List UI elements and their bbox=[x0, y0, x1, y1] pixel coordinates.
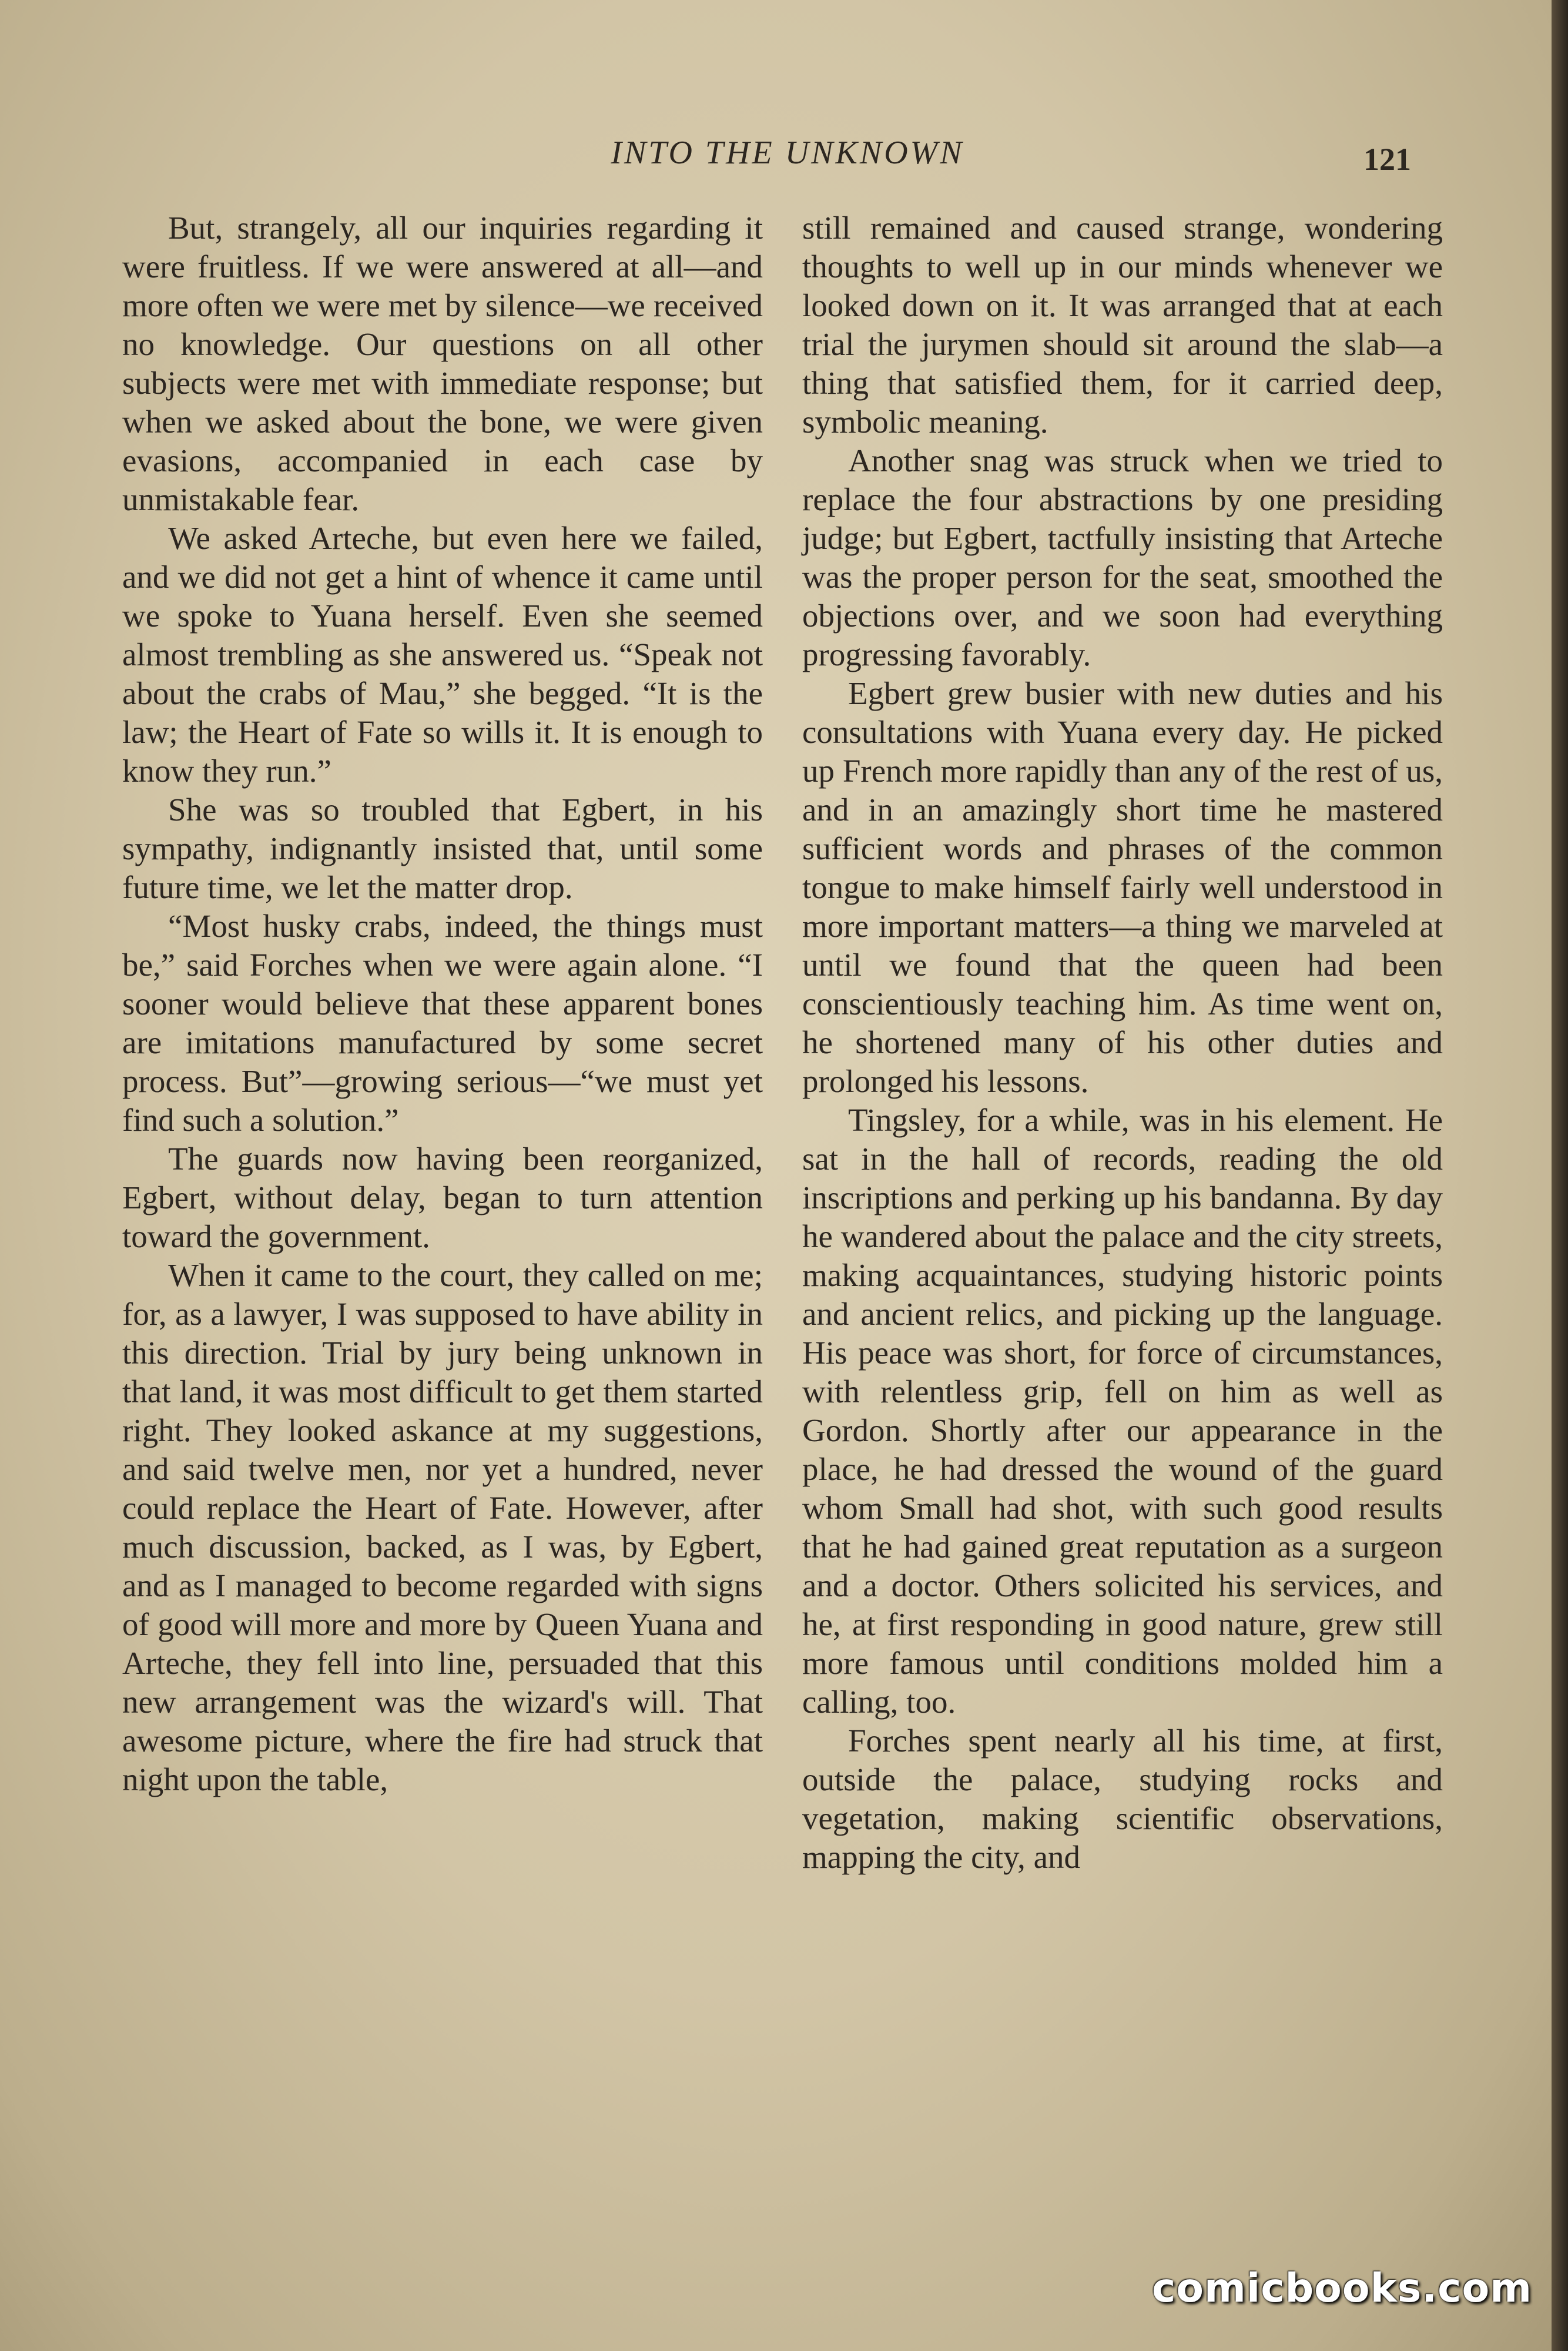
site-watermark: comicbooks.com bbox=[1152, 2265, 1533, 2312]
paragraph: “Most husky crabs, indeed, the things must be,” said Forches when we were again alone. “I sooner would believe that these apparent bones are imitations manufactured by some secret process. But”—growing serious—“we must yet find such a solution.” bbox=[122, 908, 763, 1138]
page-number: 121 bbox=[1363, 142, 1411, 177]
paragraph: Egbert grew busier with new duties and his consultations with Yuana every day. He picked up French more rapidly than any of the rest of us, and in an amazingly short time he mastered sufficient words and phrases of the common tongue to make himself fairly well understood in more important matters—a thing we marveled at until we found that the queen had been conscientiously teaching him. As time went on, he shortened many of his other duties and prolonged his lessons. bbox=[802, 675, 1443, 1099]
paragraph: When it came to the court, they called on me; for, as a lawyer, I was supposed to have ability in this direction. Trial by jury being unknown in that land, it was most difficult to get them started right. They looked askance at my suggestions, and said twelve men, nor yet a hundred, never could replace the Heart of Fate. However, after much discussion, backed, as I was, by Egbert, and as I managed to become regarded with signs of good will more and more by Queen Yuana and Arteche, they fell into line, persuaded that this new arrangement was the wizard's will. That awesome picture, where the fire had struck that night upon the table, bbox=[122, 1257, 763, 1797]
paragraph: The guards now having been reorganized, Egbert, without delay, began to turn attention toward the government. bbox=[122, 1141, 763, 1254]
paragraph: Another snag was struck when we tried to replace the four abstractions by one presiding judge; but Egbert, tactfully insisting that Arteche was the proper person for the seat, smoothed the objections over, and we soon had everything progressing favorably. bbox=[802, 443, 1443, 672]
right-column bbox=[802, 209, 1443, 1877]
paragraph: But, strangely, all our inquiries regarding it were fruitless. If we were answered at all—and more often we were met by silence—we received no knowledge. Our questions on all other subjects were met with immediate response; but when we asked about the bone, we were given evasions, accompanied in each case by unmistakable fear. bbox=[122, 210, 763, 517]
paragraph-continued: still remained and caused strange, wondering thoughts to well up in our minds whenever we looked down on it. It was arranged that at each trial the jurymen should sit around the slab—a thing that satisfied them, for it carried deep, symbolic meaning. bbox=[802, 210, 1443, 440]
paragraph: We asked Arteche, but even here we failed, and we did not get a hint of whence it came until we spoke to Yuana herself. Even she seemed almost trembling as she answered us. “Speak not about the crabs of Mau,” she begged. “It is the law; the Heart of Fate so wills it. It is enough to know they run.” bbox=[122, 520, 763, 789]
paragraph: Forches spent nearly all his time, at first, outside the palace, studying rocks and vegetation, making scientific observations, mapping the city, and bbox=[802, 1723, 1443, 1875]
left-column bbox=[122, 209, 763, 1799]
paragraph: Tingsley, for a while, was in his element. He sat in the hall of records, reading the old inscriptions and perking up his bandanna. By day he wandered about the palace and the city streets, making acquaintances, studying historic points and ancient relics, and picking up the language. His peace was short, for force of circumstances, with relentless grip, fell on him as well as Gordon. Shortly after our appearance in the place, he had dressed the wound of the guard whom Small had shot, with such good results that he had gained great reputation as a surgeon and a doctor. Others solicited his services, and he, at first responding in good nature, grew still more famous until conditions molded him a calling, too. bbox=[802, 1102, 1443, 1720]
paragraph: She was so troubled that Egbert, in his sympathy, indignantly insisted that, until some future time, we let the matter drop. bbox=[122, 792, 763, 905]
running-head: INTO THE UNKNOWN bbox=[611, 135, 964, 171]
page-edge-shadow bbox=[1552, 0, 1568, 2351]
